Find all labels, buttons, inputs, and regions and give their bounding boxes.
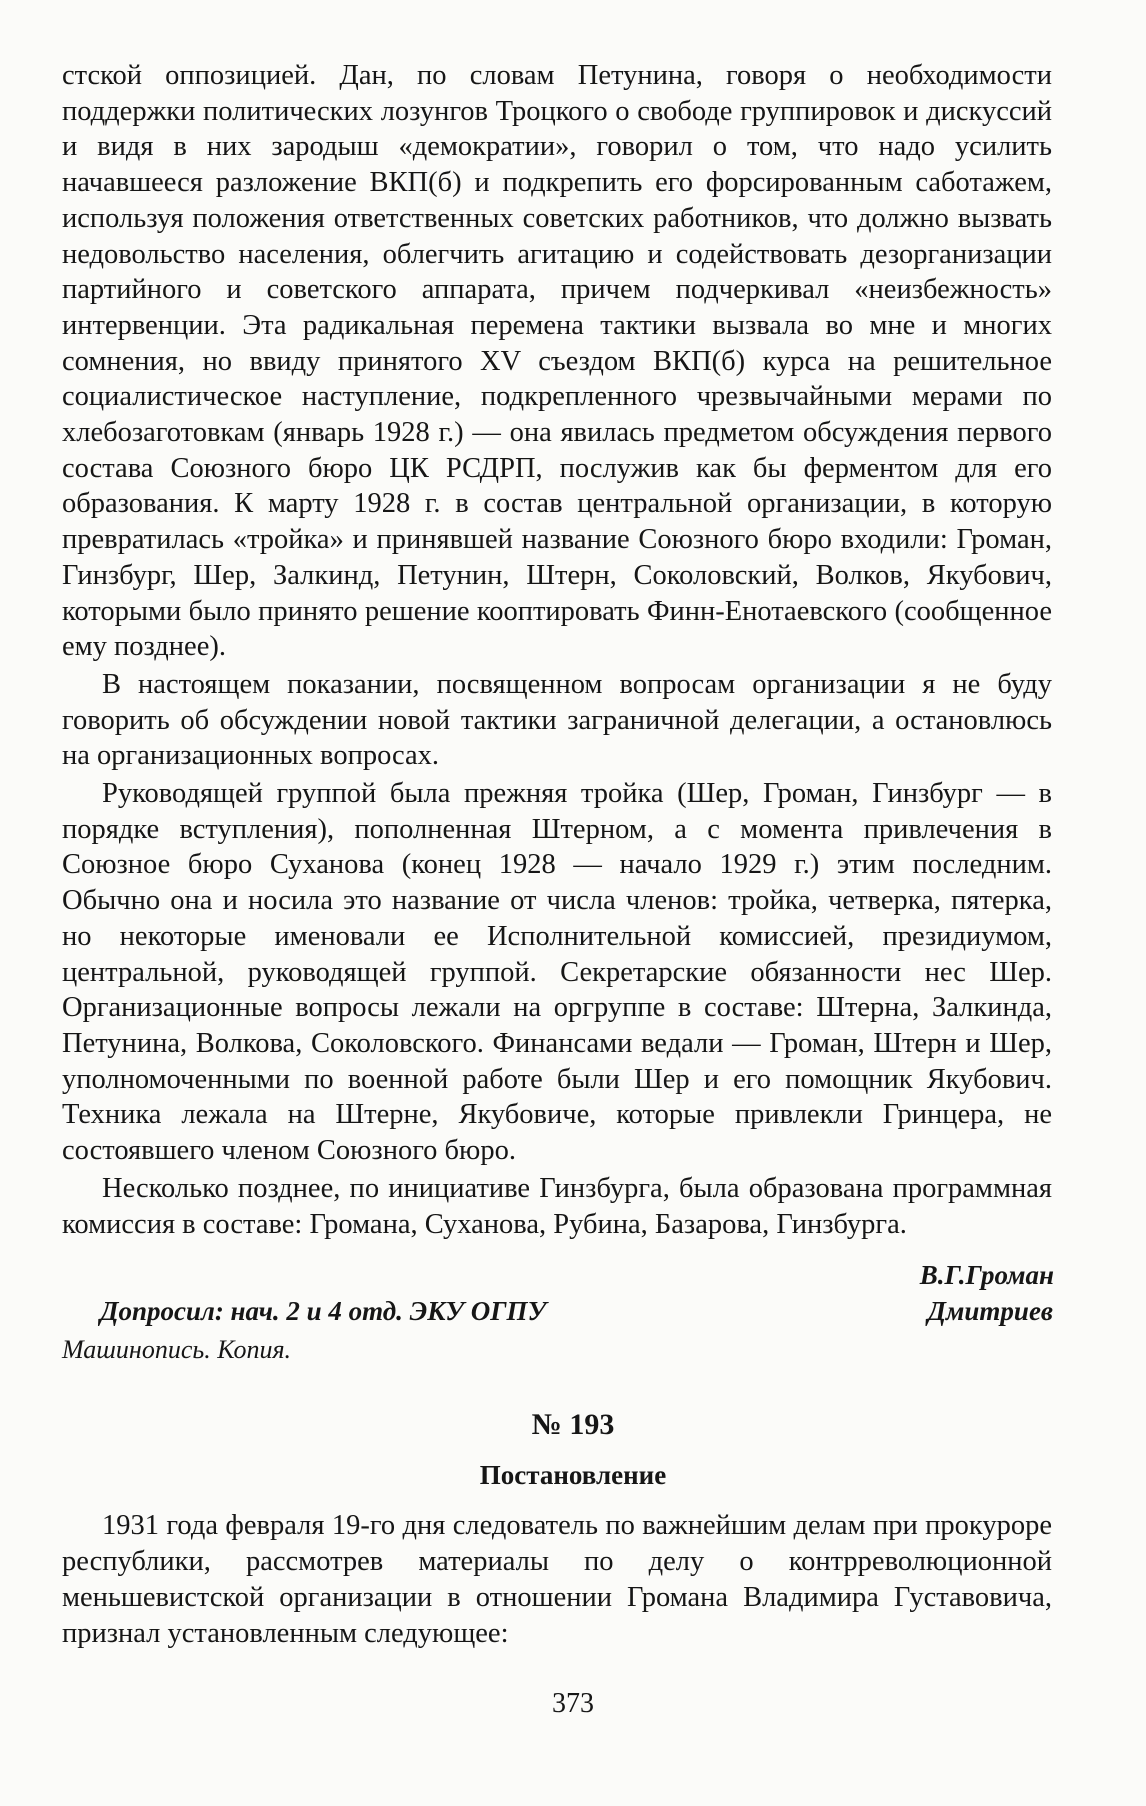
- resolution-text: [62, 1508, 1052, 1652]
- document-title: Постановление: [479, 1460, 667, 1490]
- paragraph-1: стской оппозицией. Дан, по словам Петунина, говоря о необходимости поддержки политических лозунгов Троцкого о свободе группировок и дискуссий и видя в них зародыш «демократии», говорил о том, что надо усилить начавшееся разложение ВКП(б) и подкрепить его форсированным саботажем, используя положения ответственных советских работников, что должно вызвать недовольство населения, облегчить агитацию и содействовать дезорганизации партийного и советского аппарата, причем подчеркивал «неизбежность» интервенции. Эта радикальная перемена тактики вызвала во мне и многих сомнения, но ввиду принятого XV съездом ВКП(б) курса на решительное социалистическое наступление, подкрепленного чрезвычайными мерами по хлебозаготовкам (январь 1928 г.) — она явилась предметом обсуждения первого состава Союзного бюро ЦК РСДРП, послужив как бы ферментом для его образования. К марту 1928 г. в состав центральной организации, в которую превратилась «тройка» и принявшей название Союзного бюро входили: Громан, Гинзбург, Шер, Залкинд, Петунин, Штерн, Соколовский, Волков, Якубович, которыми было принято решение кооптировать Финн-Енотаевского (сообщенное ему позднее).: [62, 60, 1052, 663]
- paragraph-2: В настоящем показании, посвященном вопросам организации я не буду говорить об обсуждении новой тактики заграничной делегации, а остановлюсь на организационных вопросах.: [62, 668, 1052, 772]
- interrogator-line: [100, 1296, 1053, 1327]
- paragraph-3: Руководящей группой была прежняя тройка (Шер, Громан, Гинзбург — в порядке вступления), пополненная Штерном, а с момента привлечения в Союзное бюро Суханова (конец 1928 — начало 1929 г.) этим последним. Обычно она и носила это название от числа членов: тройка, четверка, пятерка, но некоторые именовали ее Исполнительной комиссией, президиумом, центральной, руководящей группой. Секретарские обязанности нес Шер. Организационные вопросы лежали на оргруппе в составе: Штерна, Залкинда, Петунина, Волкова, Соколовского. Финансами ведали — Громан, Штерн и Шер, уполномоченными по военной работе были Шер и его помощник Якубович. Техника лежала на Штерне, Якубовиче, которые привлекли Гринцера, не состоявшего членом Союзного бюро.: [62, 778, 1052, 1167]
- resolution-paragraph: 1931 года февраля 19-го дня следователь по важнейшим делам при прокуроре республики, рассмотрев материалы по делу о контрреволюционной меньшевистской организации в отношении Громана Владимира Густавовича, признал установленным следующее:: [62, 1510, 1052, 1649]
- interrogator-name: Дмитриев: [927, 1296, 1053, 1326]
- page-number: 373: [552, 1688, 594, 1719]
- interrogator-label: Допросил: нач. 2 и 4 отд. ЭКУ ОГПУ: [100, 1296, 547, 1326]
- typescript-note: Машинопись. Копия.: [62, 1335, 292, 1364]
- testimony-text: [62, 58, 1052, 1242]
- document-number: № 193: [531, 1408, 615, 1441]
- signature: В.Г.Громан: [919, 1260, 1054, 1290]
- paragraph-4: Несколько позднее, по инициативе Гинзбурга, была образована программная комиссия в составе: Громана, Суханова, Рубина, Базарова, Гинзбурга.: [62, 1172, 1052, 1240]
